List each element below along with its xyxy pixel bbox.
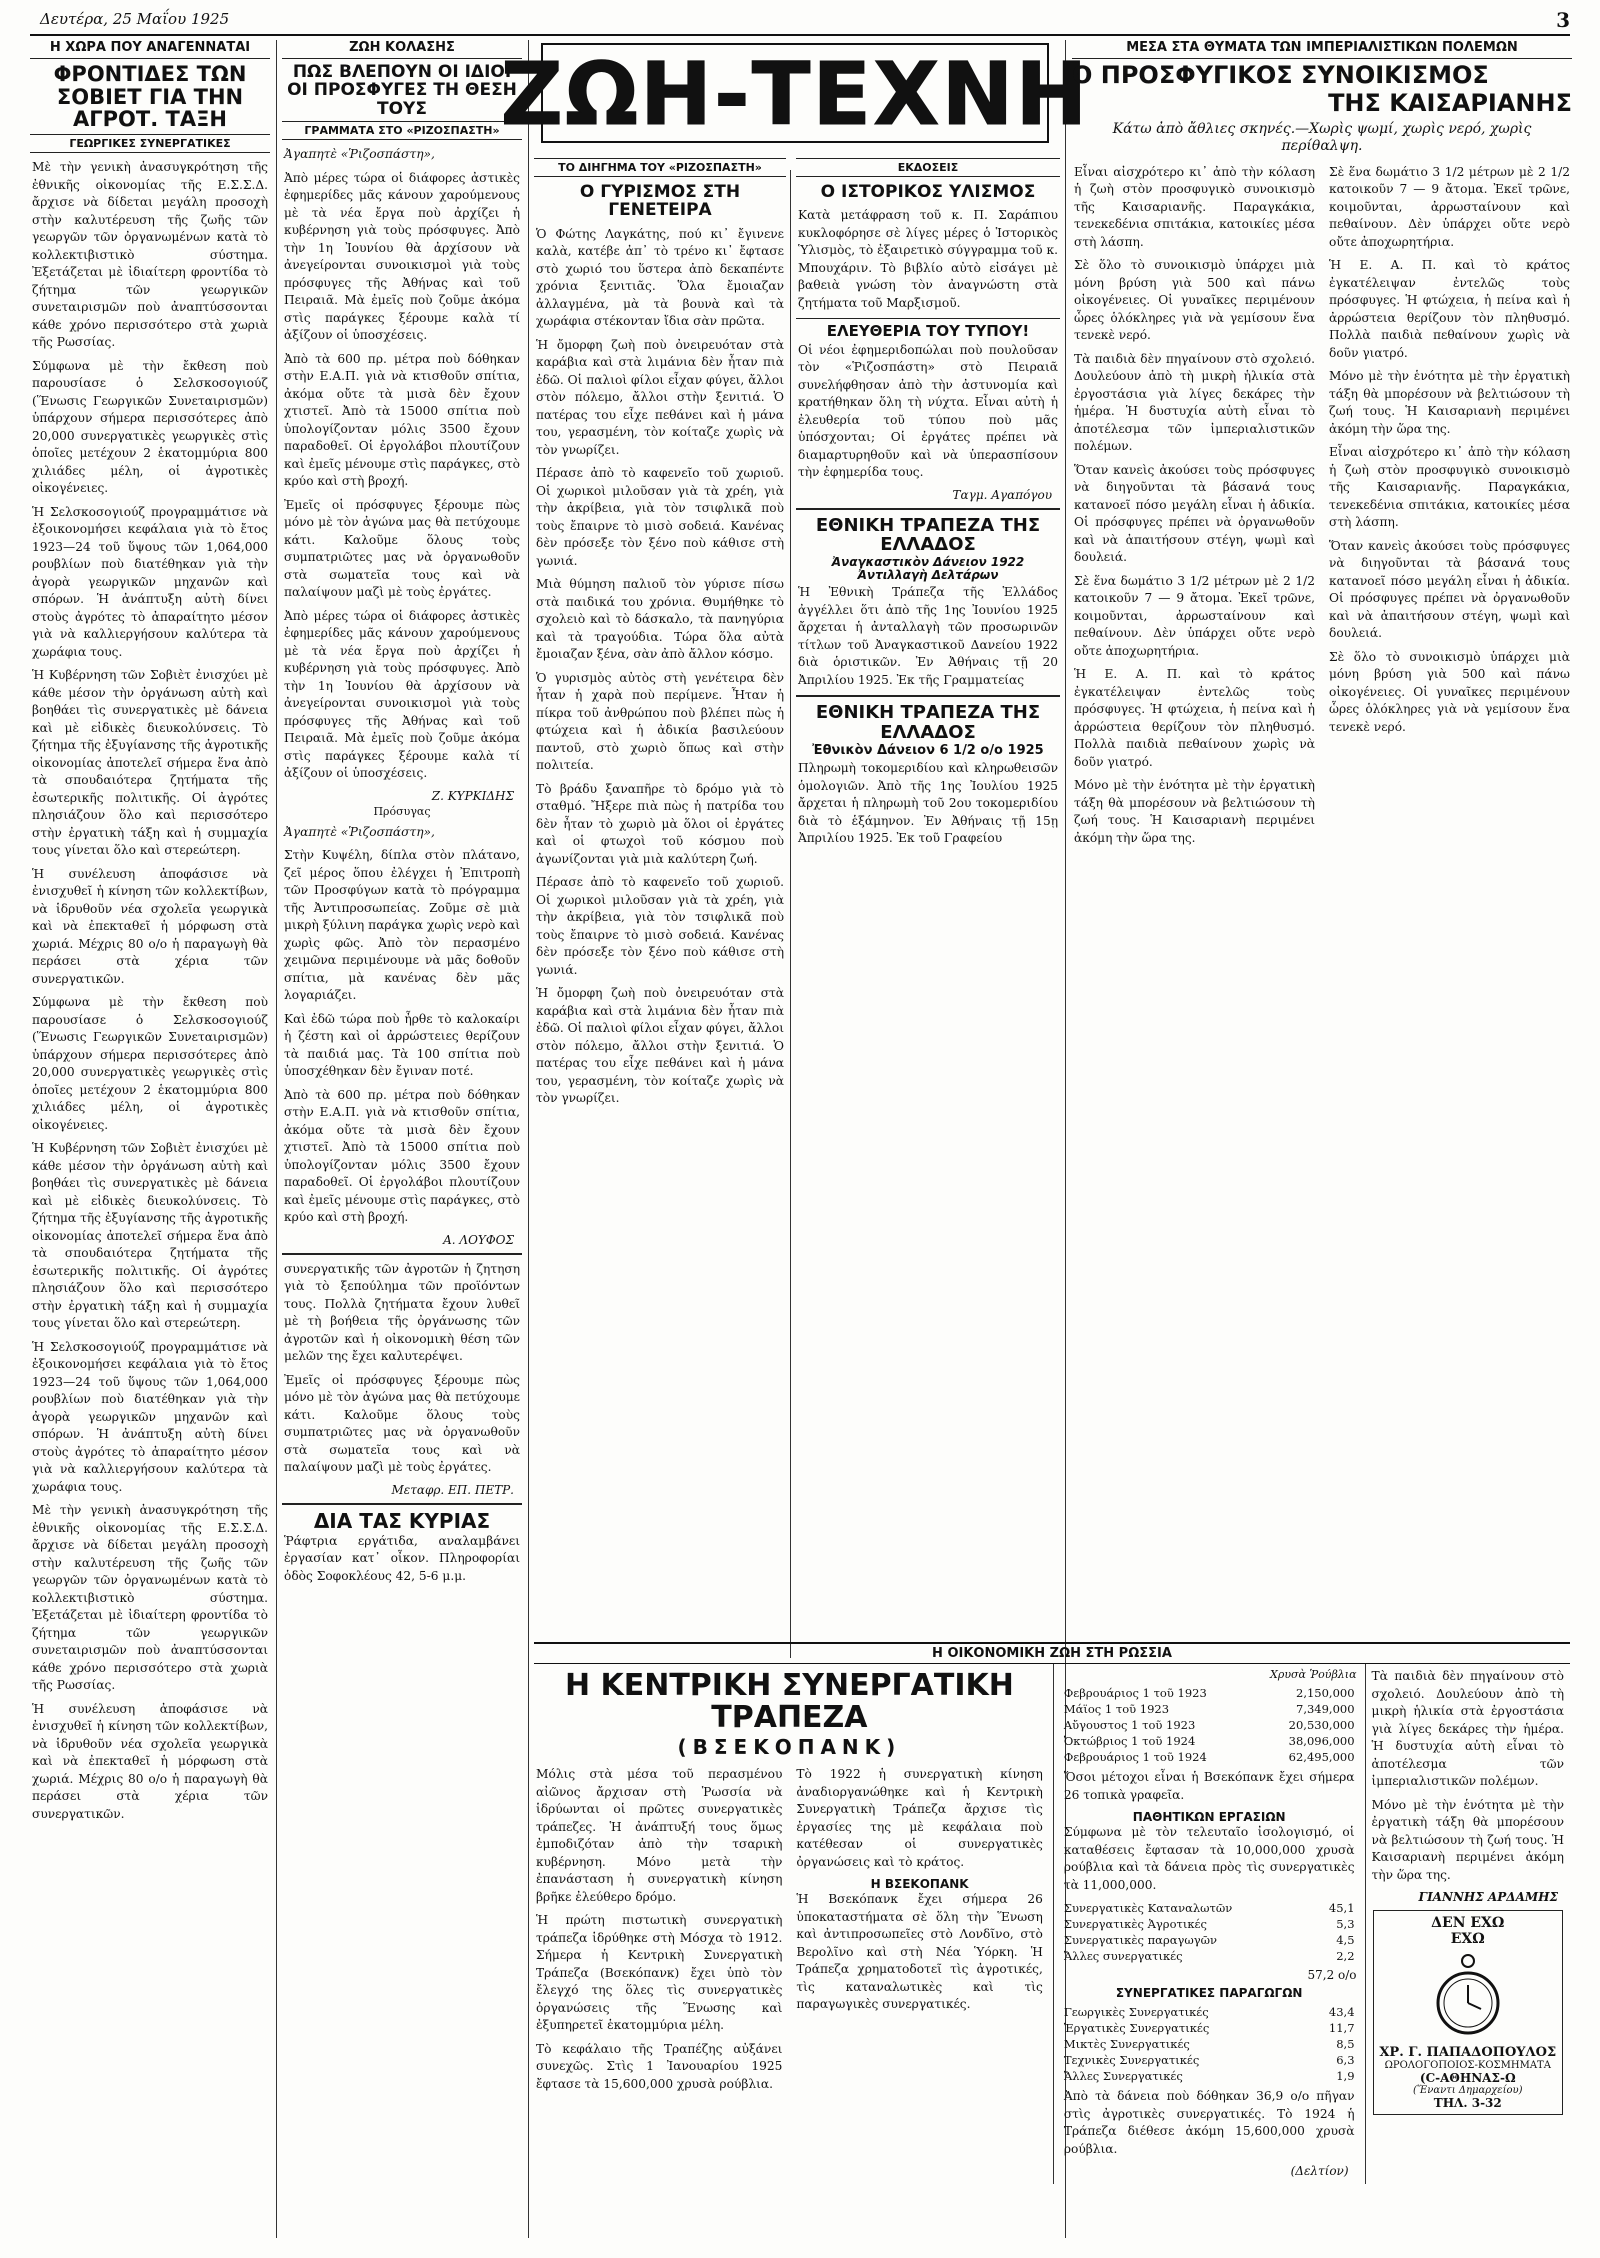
table-cell-value: 20,530,000 (1288, 1718, 1355, 1732)
article-paragraph: Τὸ κεφάλαιο τῆς Τραπέζης αὐξάνει συνεχῶς. Στὶς 1 Ἰανουαρίου 1925 ἔφτασε τὰ 15,600,000 χρυσὰ ρούβλια. (536, 2041, 783, 2091)
subheadline: ΓΕΩΡΓΙΚΕΣ ΣΥΝΕΡΓΑΤΙΚΕΣ (30, 134, 270, 153)
table-row (1062, 2004, 1357, 2020)
letter-paragraph: Ἀπὸ τὰ 600 πρ. μέτρα ποὺ δόθηκαν στὴν Ε.Α.Π. γιὰ νὰ κτισθοῦν σπίτια, ἀκόμα οὔτε τὰ μισὰ δὲν ἔχουν χτιστεῖ. Ἀπὸ τὰ 15000 σπίτια ποὺ ὑπολογίζονταν μόλις 3500 ἔχουν παραδοθεῖ. Οἱ ἐργολάβοι πλουτίζουν καὶ ἐμεῖς μένουμε στὶς παράγκες, στὸ κρύο καὶ στὴ βροχή. (284, 351, 520, 489)
table-row (1062, 1733, 1357, 1749)
kicker: ΖΩΗ ΚΟΛΑΣΗΣ (282, 38, 522, 59)
masthead-logo (500, 38, 1090, 148)
story-paragraph: Πέρασε ἀπὸ τὸ καφενεῖο τοῦ χωριοῦ. Οἱ χωρικοὶ μιλοῦσαν γιὰ τὰ χρέη, γιὰ τὴν ἀκρίβεια, γιὰ τὸν τσιφλικᾶ ποὺ τοὺς ἔπαιρνε τὸ μισὸ σοδειά. Κανένας δὲν πρόσεξε τὸν ξένο ποὺ κάθισε στὴ γωνιά. (536, 466, 784, 568)
article-paragraph: Σύμφωνα μὲ τὴν ἔκθεση ποὺ παρουσίασε ὁ Σελσκοσογιούζ (Ἕνωσις Γεωργικῶν Συνεταιρισμῶν) ὑπάρχουν σήμερα περισσότερες ἀπὸ 20,000 συνεργατικὲς γεωργικὲς στὶς ὁποῖες μετέχουν 2 ἑκατομμύρια 800 χιλιάδες μέλη, οἱ ἀγροτικὲς οἰκογένειες. (32, 358, 268, 496)
section-heading: Η ΒΣΕΚΟΠΑΝΚ (870, 1877, 969, 1892)
headline-kaisariani-2: ΤΗΣ ΚΑΙΣΑΡΙΑΝΗΣ (1328, 88, 1572, 117)
table-cell-label: Φεβρουάριος 1 τοῦ 1923 (1063, 1686, 1207, 1700)
table-row (1062, 1948, 1357, 1964)
ad-address: (Ἕναντι Δημαρχείου) (1413, 2085, 1523, 2096)
column-story (534, 158, 786, 1638)
page-number: 3 (1556, 8, 1570, 32)
ad-trade: ΩΡΟΛΟΓΟΠΟΙΟΣ-ΚΟΣΜΗΜΑΤΑ (1384, 2060, 1551, 2071)
table-cell-value: 2,150,000 (1296, 1686, 1355, 1700)
bank-notice-subtitle: Ἐθνικὸν Δάνειον 6 1/2 ο/ο 1925 (812, 743, 1044, 759)
article-paragraph: Σὲ ὅλο τὸ συνοικισμὸ ὑπάρχει μιὰ μόνη βρύση γιὰ 500 καὶ πάνω οἰκογένειες. Οἱ γυναῖκες περιμένουν ὧρες ὁλόκληρες γιὰ νὰ γεμίσουν ἕνα τενεκὲ νερό. (1329, 649, 1570, 734)
feature-label: ΕΚΔΟΣΕΙΣ (796, 158, 1060, 177)
table-row (1062, 1900, 1357, 1916)
table-cell-value: 7,349,000 (1296, 1702, 1355, 1716)
bank-layout (534, 1664, 1570, 2184)
table-cell-value: 45,1 (1328, 1901, 1355, 1915)
letter-paragraph: Ἀπὸ μέρες τώρα οἱ διάφορες ἀστικὲς ἐφημερίδες μᾶς κάνουν χαρούμενους μὲ τὰ νέα ἔργα ποὺ ἀρχίζει ἡ κυβέρνηση γιὰ τοὺς πρόσφυγες. Ἀπὸ τὴν 1η Ἰουνίου θὰ ἀρχίσουν νὰ ἀνεγείρονται συνοικισμοὶ γιὰ τοὺς πρόσφυγες τῆς Ἀθήνας καὶ τοῦ Πειραιᾶ. Μὰ ἐμεῖς ποὺ ζοῦμε ἀκόμα στὶς παράγκες ξέρουμε καλὰ τί ἀξίζουν οἱ ὑποσχέσεις. (284, 608, 520, 781)
headline-refugees: ΠΩΣ ΒΛΕΠΟΥΝ ΟΙ ΙΔΙΟΙ ΟΙ ΠΡΟΣΦΥΓΕΣ ΤΗ ΘΕΣΗ ΤΟΥΣ (287, 62, 517, 119)
ad-line: ΔΕΝ ΕΧΩ (1431, 1915, 1505, 1931)
kicker: Η ΟΙΚΟΝΟΜΙΚΗ ΖΩΗ ΣΤΗ ΡΩΣΣΙΑ (534, 1642, 1570, 1664)
table-row (1062, 2068, 1357, 2084)
article-paragraph: Μόνο μὲ τὴν ἑνότητα μὲ τὴν ἐργατικὴ τάξη θὰ μπορέσουν νὰ βελτιώσουν τὴ ζωή τους. Ἡ Καισαριανὴ περιμένει ἀκόμη τὴν ὥρα της. (1074, 778, 1315, 845)
article-paragraph: Ἐμεῖς οἱ πρόσφυγες ξέρουμε πὼς μόνο μὲ τὸν ἀγώνα μας θὰ πετύχουμε κάτι. Καλοῦμε ὅλους τοὺς συμπατριῶτες μας νὰ ὀργανωθοῦν στὰ σωματεῖα τους καὶ νὰ παλαίψουν μαζὶ μὲ τοὺς ἐργάτες. (284, 1372, 520, 1475)
article-paragraph: Εἶναι αἰσχρότερο κι᾽ ἀπὸ τὴν κόλαση ἡ ζωὴ στὸν προσφυγικὸ συνοικισμὸ τῆς Καισαριανῆς. Παραγκάκια, τενεκεδένια σπιτάκια, κατοικίες μέσα στὴ λάσπη. (1074, 164, 1315, 249)
press-freedom-text: Οἱ νέοι ἐφημεριδοπώλαι ποὺ πουλοῦσαν τὸν «Ῥιζοσπάστη» στὸ Πειραιᾶ συνελήφθησαν ἀπὸ τὴν ἀστυνομία καὶ κρατήθηκαν ὅλη τὴ νύχτα. Εἶναι αὐτὴ ἡ ἐλευθερία τοῦ τύπου ποὺ μᾶς ὑπόσχονται; Οἱ ἐργάτες πρέπει νὰ διαμαρτυρηθοῦν καὶ νὰ ὑπερασπίσουν τὴν ἐφημερίδα τους. (798, 342, 1058, 480)
body-left (1072, 164, 1317, 854)
capital-table (1062, 1685, 1357, 1765)
table-row (1062, 1685, 1357, 1701)
body-right (1327, 164, 1572, 854)
column-notices (796, 158, 1060, 1638)
article-paragraph: Σὲ ὅλο τὸ συνοικισμὸ ὑπάρχει μιὰ μόνη βρύση γιὰ 500 καὶ πάνω οἰκογένειες. Οἱ γυναῖκες περιμένουν ὧρες ὁλόκληρες γιὰ νὰ γεμίσουν ἕνα τενεκὲ νερό. (1074, 258, 1315, 343)
headline-kaisariani-1: Ο ΠΡΟΣΦΥΓΙΚΟΣ ΣΥΝΟΙΚΙΣΜΟΣ (1072, 61, 1489, 89)
subheadline: Κάτω ἀπὸ ἄθλιες σκηνές.—Χωρὶς ψωμί, χωρὶς νερό, χωρὶς περίθαλψη. (1112, 120, 1532, 155)
article-paragraph: Σύμφωνα μὲ τὸν τελευταῖο ἰσολογισμό, οἱ καταθέσεις ἔφτασαν τὰ 10,000,000 χρυσὰ ρούβλια καὶ τὰ δάνεια πρὸς τὶς συνεργατικὲς τὰ 11,000,000. (1063, 1825, 1355, 1892)
column-refugees (282, 38, 522, 2238)
bank-text-columns (534, 1766, 1045, 2099)
table-cell-value: 2,2 (1336, 1949, 1355, 1963)
subheadline: ΓΡΑΜΜΑΤΑ ΣΤΟ «ΡΙΖΟΣΠΑΣΤΗ» (282, 121, 522, 140)
signature: Α. ΛΟΥΦΟΣ (443, 1232, 514, 1247)
article-paragraph: Τὸ 1922 ἡ συνεργατικὴ κίνηση ἀναδιοργανώθηκε καὶ ἡ Κεντρικὴ Συνεργατικὴ Τράπεζα ἄρχισε τὶς ἐργασίες της μὲ κεφάλαια ποὺ κατέθεσαν οἱ συνεργατικὲς ὀργανώσεις καὶ τὸ κράτος. (796, 1767, 1043, 1869)
table-cell-value: 6,3 (1336, 2053, 1355, 2067)
bank-headline: Η ΚΕΝΤΡΙΚΗ ΣΥΝΕΡΓΑΤΙΚΗ ΤΡΑΠΕΖΑ (564, 1668, 1014, 1736)
signature: Ταγμ. Αγαπόγου (952, 487, 1052, 502)
article-paragraph: Τὰ παιδιὰ δὲν πηγαίνουν στὸ σχολειό. Δουλεύουν ἀπὸ τὴ μικρὴ ἡλικία στὰ ἐργοστάσια γιὰ λίγες δεκάρες τὴν ἡμέρα. Ἡ δυστυχία αὐτὴ εἶναι τὸ ἀποτέλεσμα τῶν ἰμπεριαλιστικῶν πολέμων. (1371, 1669, 1564, 1788)
column-agrarian (30, 38, 270, 2238)
two-column-body (1072, 164, 1572, 854)
masthead-title: ΖΩΗ-ΤΕΧΝΗ (500, 45, 1090, 145)
table-cell-value: 11,7 (1328, 2021, 1355, 2035)
column-rule (790, 170, 791, 1658)
bank-left (534, 1664, 1054, 2184)
salutation: Ἀγαπητὲ «Ῥιζοσπάστη», (284, 824, 435, 839)
story-paragraph: Τὸ βράδυ ξαναπῆρε τὸ δρόμο γιὰ τὸ σταθμό. Ἤξερε πιὰ πὼς ἡ πατρίδα του δὲν ἦταν τὸ χωριὸ μὰ ὅλοι οἱ ἐργάτες καὶ οἱ φτωχοὶ τοῦ κόσμου ποὺ ἀγωνίζονται γιὰ μιὰ καλύτερη ζωή. (536, 781, 784, 866)
table-cell-value: 1,9 (1336, 2069, 1355, 2083)
story-headline: Ο ΓΥΡΙΣΜΟΣ ΣΤΗ ΓΕΝΕΤΕΙΡΑ (579, 182, 741, 221)
divider (282, 1253, 522, 1255)
article-paragraph: συνεργατικῆς τῶν ἀγροτῶν ἡ ζητηση γιὰ τὸ ξεπούλημα τῶν προϊόντων τους. Πολλὰ ζητήματα ἔχουν λυθεῖ μὲ τὴ βοήθεια τῆς ὀργάνωσης τῶν ἀγροτῶν καὶ ἡ οἰκονομικὴ θέση τῶν μελῶν της ἔχει καλυτερέψει. (284, 1261, 520, 1364)
column-rule (276, 40, 277, 2238)
bank-notice-title: ΕΘΝΙΚΗ ΤΡΑΠΕΖΑ ΤΗΣ ΕΛΛΑΔΟΣ (815, 702, 1041, 743)
article-paragraph: Μόνο μὲ τὴν ἑνότητα μὲ τὴν ἐργατικὴ τάξη θὰ μπορέσουν νὰ βελτιώσουν τὴ ζωή τους. Ἡ Καισαριανὴ περιμένει ἀκόμη τὴν ὥρα της. (1371, 1797, 1564, 1882)
ad-phone: ΤΗΛ. 3-32 (1433, 2096, 1502, 2110)
article-paragraph: Ἡ Ε. Α. Π. καὶ τὸ κράτος ἐγκατέλειψαν ἐντελῶς τοὺς πρόσφυγες. Ἡ φτώχεια, ἡ πείνα καὶ ἡ ἀρρώστεια θερίζουν τὸν πληθυσμό. Πολλὰ παιδιὰ πεθαίνουν χωρὶς νὰ δοῦν γιατρό. (1329, 258, 1570, 360)
table-cell-label: Μάϊος 1 τοῦ 1923 (1063, 1702, 1170, 1716)
table-cell-value: 43,4 (1328, 2005, 1355, 2019)
table-row (1062, 2036, 1357, 2052)
kicker: ΜΕΣΑ ΣΤΑ ΘΥΜΑΤΑ ΤΩΝ ΙΜΠΕΡΙΑΛΙΣΤΙΚΩΝ ΠΟΛΕΜΩΝ (1072, 38, 1572, 59)
dateline: Δευτέρα, 25 Μαΐου 1925 (40, 10, 230, 28)
column-kaisariani (1072, 38, 1572, 1638)
bank-tables (1054, 1664, 1365, 2184)
table-row (1062, 1701, 1357, 1717)
table-cell-label: Ὀκτώβριος 1 τοῦ 1924 (1063, 1734, 1196, 1748)
ad-line: ΕΧΩ (1450, 1931, 1485, 1947)
table-cell-label: Ἐργατικὲς Συνεργατικές (1063, 2021, 1210, 2035)
table-cell-value: 4,5 (1336, 1933, 1355, 1947)
story-paragraph: Ἡ ὄμορφη ζωὴ ποὺ ὀνειρευόταν στὰ καράβια καὶ στὰ λιμάνια δὲν ἦταν πιὰ ἐδῶ. Οἱ παλιοὶ φίλοι εἶχαν φύγει, ἄλλοι στὸν πόλεμο, ἄλλοι στὴν ξενιτιά. Ὁ πατέρας του εἶχε πεθάνει καὶ ἡ μάνα του, γερασμένη, τὸν κοίταζε χωρὶς νὰ τὸν γνωρίζει. (536, 337, 784, 457)
article-paragraph: Ἡ Σελσκοσογιούζ προγραμμάτισε νὰ ἐξοικονομήσει κεφάλαια γιὰ τὸ ἔτος 1923—24 τοῦ ὕψους τῶν 1,064,000 ρουβλίων ποὺ διατέθηκαν γιὰ τὴν ἀγορὰ γεωργικῶν μηχανῶν καὶ σπόρων. Ἡ ἀνάπτυξη αὐτὴ δίνει στοὺς ἀγρότες τὸ ἀπαραίτητο μέσον γιὰ νὰ καλλιεργήσουν καλύτερα τὰ χωράφια τους. (32, 1339, 268, 1494)
ladies-notice (282, 1503, 522, 1586)
ad-city: (C-ΑΘΗΝΑΣ-Ω (1419, 2071, 1516, 2085)
article-paragraph: Ἡ Σελσκοσογιούζ προγραμμάτισε νὰ ἐξοικονομήσει κεφάλαια γιὰ τὸ ἔτος 1923—24 τοῦ ὕψους τῶν 1,064,000 ρουβλίων ποὺ διατέθηκαν γιὰ τὴν ἀγορὰ γεωργικῶν μηχανῶν καὶ σπόρων. Ἡ ἀνάπτυξη αὐτὴ δίνει στοὺς ἀγρότες τὸ ἀπαραίτητο μέσον γιὰ νὰ καλλιεργήσουν καλύτερα τὰ χωράφια τους. (32, 504, 268, 659)
letter-paragraph: Καὶ ἐδῶ τώρα ποὺ ἦρθε τὸ καλοκαίρι ἡ ζέστη καὶ οἱ ἀρρώστειες θερίζουν τὰ παιδιά μας. Τὰ 100 σπίτια ποὺ ὑποσχέθηκαν δὲν ἔγιναν ποτέ. (284, 1011, 520, 1079)
article-paragraph: Ὅταν κανεὶς ἀκούσει τοὺς πρόσφυγες νὰ διηγοῦνται τὰ βάσανά τους κατανοεῖ πόσο μεγάλη εἶναι ἡ ἀδικία. Οἱ πρόσφυγες πρέπει νὰ ὀργανωθοῦν καὶ νὰ ἀπαιτήσουν στέγη, ψωμὶ καὶ δουλειά. (1329, 538, 1570, 641)
letter-paragraph: Στὴν Κυψέλη, δίπλα στὸν πλάτανο, ζεῖ μέρος ὅπου ἐλέγχει ἡ Ἐπιτροπὴ τῶν Προσφύγων κατὰ τὸ πρόγραμμα τῆς Ἀντιπροσωπείας. Ζοῦμε σὲ μιὰ μικρὴ ξύλινη παράγκα χωρὶς νερὸ καὶ χωρὶς φῶς. Ἀπὸ τὸν περασμένο χειμῶνα περιμένουμε νὰ μᾶς δοθοῦν σπίτια, μὰ κανένας δὲν μᾶς λογαριάζει. (284, 848, 520, 1003)
letter-paragraph: Ἐμεῖς οἱ πρόσφυγες ξέρουμε πὼς μόνο μὲ τὸν ἀγώνα μας θὰ πετύχουμε κάτι. Καλοῦμε ὅλους τοὺς συμπατριῶτες μας νὰ ὀργανωθοῦν στὰ σωματεῖα τους καὶ νὰ παλαίψουν μαζὶ μὲ τοὺς ἐργάτες. (284, 497, 520, 600)
table-row (1062, 1717, 1357, 1733)
section-cooperative-bank (534, 1642, 1570, 2238)
bank-text-col (534, 1766, 784, 2099)
table-cell-label: Συνεργατικὲς παραγωγῶν (1063, 1933, 1217, 1947)
letter-paragraph: Ἀπὸ τὰ 600 πρ. μέτρα ποὺ δόθηκαν στὴν Ε.Α.Π. γιὰ νὰ κτισθοῦν σπίτια, ἀκόμα οὔτε τὰ μισὰ δὲν ἔχουν χτιστεῖ. Ἀπὸ τὰ 15000 σπίτια ποὺ ὑπολογίζονταν μόλις 3500 ἔχουν παραδοθεῖ. Οἱ ἐργολάβοι πλουτίζουν καὶ ἐμεῖς μένουμε στὶς παράγκες, στὸ κρύο καὶ στὴ βροχή. (284, 1087, 520, 1225)
table-cell-label: Αὔγουστος 1 τοῦ 1923 (1063, 1718, 1196, 1732)
table-cell-label: Συνεργατικὲς Καταναλωτῶν (1063, 1901, 1233, 1915)
section-heading: ΠΑΘΗΤΙΚΩΝ ΕΡΓΑΣΙΩΝ (1132, 1810, 1286, 1824)
article-paragraph: Ἡ Κυβέρνηση τῶν Σοβιὲτ ἐνισχύει μὲ κάθε μέσον τὴν ὀργάνωση αὐτὴ καὶ βοηθάει τὶς συνεργατικὲς μὲ δάνεια καὶ μὲ εἰδικὲς διευκολύνσεις. Τὸ ζήτημα τῆς ἐξυγίανσης τῆς ἀγροτικῆς οἰκονομίας ἀποτελεῖ σήμερα ἕνα ἀπὸ τὰ σπουδαιότερα ζητήματα τῆς ἐσωτερικῆς πολιτικῆς. Οἱ ἀγρότες πλησιάζουν ὅλο καὶ περισσότερο στὴν ἐργατικὴ τάξη καὶ ἡ συμμαχία τους γίνεται ὅλο καὶ στερεώτερη. (32, 668, 268, 858)
ladies-text: Ῥάφτρια εργάτιδα, αναλαμβάνει ἐργασίαν κατ᾽ οἶκον. Πληροφορίαι ὁδὸς Σοφοκλέους 42, 5-6 μ.μ. (284, 1533, 520, 1583)
table-cell-value: 5,3 (1336, 1917, 1355, 1931)
article-paragraph: Μόνο μὲ τὴν ἑνότητα μὲ τὴν ἐργατικὴ τάξη θὰ μπορέσουν νὰ βελτιώσουν τὴ ζωή τους. Ἡ Καισαριανὴ περιμένει ἀκόμη τὴν ὥρα της. (1329, 369, 1570, 436)
kicker: Η ΧΩΡΑ ΠΟΥ ΑΝΑΓΕΝΝΑΤΑΙ (30, 38, 270, 59)
article-paragraph: Σὲ ἕνα δωμάτιο 3 1/2 μέτρων μὲ 2 1/2 κατοικοῦν 7 — 9 ἄτομα. Ἐκεῖ τρῶνε, κοιμοῦνται, ἀρρωσταίνουν καὶ πεθαίνουν. Δὲν ὑπάρχει οὔτε νερὸ οὔτε ἀποχωρητήρια. (1329, 164, 1570, 249)
salutation: Ἀγαπητὲ «Ῥιζοσπάστη», (284, 147, 435, 162)
table-cell-label: Μικτὲς Συνεργατικές (1063, 2037, 1190, 2051)
article-paragraph: Σύμφωνα μὲ τὴν ἔκθεση ποὺ παρουσίασε ὁ Σελσκοσογιούζ (Ἕνωσις Γεωργικῶν Συνεταιρισμῶν) ὑπάρχουν σήμερα περισσότερες ἀπὸ 20,000 συνεργατικὲς γεωργικὲς στὶς ὁποῖες μετέχουν 2 ἑκατομμύρια 800 χιλιάδες μέλη, οἱ ἀγροτικὲς οἰκογένειες. (32, 995, 268, 1132)
article-paragraph: Μόλις στὰ μέσα τοῦ περασμένου αἰῶνος ἄρχισαν στὴ Ῥωσσία νὰ ἱδρύωνται οἱ πρῶτες συνεργατικὲς τράπεζες. Ἡ ἀνάπτυξή τους ὅμως ἐμποδιζόταν ἀπὸ τὴν τσαρικὴ κυβέρνηση. Μόνο μετὰ τὴν ἐπανάσταση ἡ συνεργατικὴ κίνηση βρῆκε ἐλεύθερο δρόμο. (536, 1767, 783, 1904)
article-paragraph: Ὅταν κανεὶς ἀκούσει τοὺς πρόσφυγες νὰ διηγοῦνται τὰ βάσανά τους κατανοεῖ πόσο μεγάλη εἶναι ἡ ἀδικία. Οἱ πρόσφυγες πρέπει νὰ ὀργανωθοῦν καὶ νὰ ἀπαιτήσουν στέγη, ψωμὶ καὶ δουλειά. (1074, 462, 1315, 565)
table-row (1062, 1916, 1357, 1932)
signature-note: Πρόσυγας (373, 804, 431, 818)
article-paragraph: Μὲ τὴν γενικὴ ἀνασυγκρότηση τῆς ἐθνικῆς οἰκονομίας τῆς Ε.Σ.Σ.Δ. ἄρχισε νὰ δίδεται μεγάλη προσοχὴ στὴν καλυτέρευση τῆς ζωῆς τῶν γεωργῶν τῶν ὀργανωμένων κατὰ τὸ κολλεκτιβιστικὸ σύστημα. Ἐξετάζεται μὲ ἰδιαίτερη φροντίδα τὸ ζήτημα τῶν γεωργικῶν συνεταιρισμῶν ποὺ ἀναπτύσσονται κάθε χρόνο περισσότερο στὰ χωριὰ τῆς Ρωσσίας. (32, 1503, 268, 1693)
article-paragraph: Ἡ συνέλευση ἀποφάσισε νὰ ἐνισχυθεῖ ἡ κίνηση τῶν κολλεκτίβων, νὰ ἱδρυθοῦν νέα σχολεῖα γεωργικὰ καὶ νὰ ἐπεκταθεῖ ἡ μόρφωση στὰ χωριά. Μέχρις 80 ο/ο ἡ παραγωγὴ θὰ περάσει στὰ χέρια τῶν συνεργατικῶν. (32, 866, 268, 986)
share-table (1062, 1900, 1357, 1964)
bank-subheadline: (ΒΣΕΚΟΠΑΝΚ) (677, 1734, 902, 1759)
table-cell-value: 38,096,000 (1288, 1734, 1355, 1748)
pocket-watch-icon (1433, 1951, 1503, 2041)
table-row (1062, 1932, 1357, 1948)
bank-notice-title: ΕΘΝΙΚΗ ΤΡΑΠΕΖΑ ΤΗΣ ΕΛΛΑΔΟΣ (815, 514, 1041, 555)
article-paragraph: Ἡ Ε. Α. Π. καὶ τὸ κράτος ἐγκατέλειψαν ἐντελῶς τοὺς πρόσφυγες. Ἡ φτώχεια, ἡ πείνα καὶ ἡ ἀρρώστεια θερίζουν τὸν πληθυσμό. Πολλὰ παιδιὰ πεθαίνουν χωρὶς νὰ δοῦν γιατρό. (1074, 667, 1315, 769)
bank-notice-2 (796, 695, 1060, 847)
table-cell-value: 8,5 (1336, 2037, 1355, 2051)
feature-label: ΤΟ ΔΙΗΓΗΜΑ ΤΟΥ «ΡΙΖΟΣΠΑΣΤΗ» (534, 158, 786, 177)
watchmaker-ad (1373, 1910, 1563, 2115)
column-rule (528, 40, 529, 2238)
section-heading: ΣΥΝΕΡΓΑΤΙΚΕΣ ΠΑΡΑΓΩΓΩΝ (1115, 1986, 1303, 2000)
signature: Ζ. ΚΥΡΚΙΔΗΣ (431, 788, 514, 803)
production-table (1062, 2004, 1357, 2084)
story-paragraph: Μιὰ θύμηση παλιοῦ τὸν γύρισε πίσω στὰ παιδικά του χρόνια. Θυμήθηκε τὸ σχολειὸ καὶ τὸ δάσκαλο, τὰ πανηγύρια καὶ τὰ τραγούδια. Τώρα ὅλα αὐτὰ ἔμοιαζαν ξένα, σὰν ἀπὸ ἄλλον κόσμο. (536, 577, 784, 662)
ladies-heading: ΔΙΑ ΤΑΣ ΚΥΡΙΑΣ (313, 1508, 491, 1533)
article-paragraph: Ἡ πρώτη πιστωτικὴ συνεργατικὴ τράπεζα ἱδρύθηκε στὴ Μόσχα τὸ 1912. Σήμερα ἡ Κεντρικὴ Συνεργατικὴ Τράπεζα (Βσεκόπανκ) ἔχει ὑπὸ τὸν ἔλεγχό της ὅλες τὶς συνεργατικὲς ὀργανώσεις τῆς Ἕνωσης καὶ ἐξυπηρετεῖ ἑκατομμύρια μέλη. (536, 1913, 783, 2033)
share-total: 57,2 ο/ο (1307, 1968, 1357, 1982)
table-cell-value: 62,495,000 (1288, 1750, 1355, 1764)
bank-notice-subtitle: Ἀναγκαστικὸν Δάνειον 1922 Ἀντιλλαγὴ Δελτάρων (831, 555, 1025, 583)
story-paragraph: Ἡ ὄμορφη ζωὴ ποὺ ὀνειρευόταν στὰ καράβια καὶ στὰ λιμάνια δὲν ἦταν πιὰ ἐδῶ. Οἱ παλιοὶ φίλοι εἶχαν φύγει, ἄλλοι στὸν πόλεμο, ἄλλοι στὴν ξενιτιά. Ὁ πατέρας του εἶχε πεθάνει καὶ ἡ μάνα του, γερασμένη, τὸν κοίταζε χωρὶς νὰ τὸν γνωρίζει. (536, 986, 784, 1106)
article-paragraph: Ἡ Κυβέρνηση τῶν Σοβιὲτ ἐνισχύει μὲ κάθε μέσον τὴν ὀργάνωση αὐτὴ καὶ βοηθάει τὶς συνεργατικὲς μὲ δάνεια καὶ μὲ εἰδικὲς διευκολύνσεις. Τὸ ζήτημα τῆς ἐξυγίανσης τῆς ἀγροτικῆς οἰκονομίας ἀποτελεῖ σήμερα ἕνα ἀπὸ τὰ σπουδαιότερα ζητήματα τῆς ἐσωτερικῆς πολιτικῆς. Οἱ ἀγρότες πλησιάζουν ὅλο καὶ περισσότερο στὴν ἐργατικὴ τάξη καὶ ἡ συμμαχία τους γίνεται ὅλο καὶ στερεώτερη. (32, 1141, 268, 1331)
table-header: Χρυσὰ Ῥούβλια (1270, 1668, 1357, 1681)
note: Ὅσοι μέτοχοι εἶναι ἡ Βσεκόπανκ ἔχει σήμερα 26 τοπικὰ γραφεῖα. (1063, 1770, 1355, 1802)
table-cell-label: Τεχνικὲς Συνεργατικές (1063, 2053, 1200, 2067)
table-cell-label: Ἄλλες συνεργατικές (1063, 1949, 1183, 1963)
masthead (500, 38, 1090, 156)
ad-name: ΧΡ. Γ. ΠΑΠΑΔΟΠΟΥΛΟΣ (1379, 2045, 1557, 2060)
story-paragraph: Ὁ Φώτης Λαγκάτης, πού κι᾽ ἔγινενε καλὰ, κατέβε ἀπ᾽ τὸ τρένο κι᾽ ἔφτασε στὸ χωριό του ὕστερα ἀπὸ δεκαπέντε χρόνια ξενιτιᾶς. Ὅλα ἔμοιαζαν ἀλλαγμένα, μὰ τὰ βουνὰ καὶ τὰ χωράφια στέκονταν ἴδια σὰν πρῶτα. (536, 226, 784, 329)
story-paragraph: Ὁ γυρισμὸς αὐτὸς στὴ γενέτειρα δὲν ἦταν ἡ χαρὰ ποὺ περίμενε. Ἦταν ἡ πίκρα τοῦ ἀνθρώπου ποὺ βλέπει πὼς ἡ φτώχεια καὶ ἡ ἀδικία βασιλεύουν παντοῦ, στὸ χωριὸ ὅπως καὶ στὴν πολιτεία. (536, 670, 784, 773)
article-paragraph: Σὲ ἕνα δωμάτιο 3 1/2 μέτρων μὲ 2 1/2 κατοικοῦν 7 — 9 ἄτομα. Ἐκεῖ τρῶνε, κοιμοῦνται, ἀρρωσταίνουν καὶ πεθαίνουν. Δὲν ὑπάρχει οὔτε νερὸ οὔτε ἀποχωρητήρια. (1074, 573, 1315, 658)
article-paragraph: Ἀπὸ τὰ δάνεια ποὺ δόθηκαν 36,9 ο/ο πῆγαν στὶς ἀγροτικὲς συνεργατικές. Τὸ 1924 ἡ Τράπεζα διέθεσε ἀκόμη 15,600,000 χρυσὰ ρούβλια. (1063, 2089, 1355, 2156)
table-row (1062, 1749, 1357, 1765)
books-headline: Ο ΙΣΤΟΡΙΚΟΣ ΥΛΙΣΜΟΣ (820, 182, 1036, 202)
bank-notice-text: Ἡ Ἐθνικὴ Τράπεζα τῆς Ἑλλάδος ἀγγέλλει ὅτι ἀπὸ τῆς 1ης Ἰουνίου 1925 ἄρχεται ἡ ἀνταλλαγὴ τῶν προσωρινῶν τίτλων τοῦ Ἀναγκαστικοῦ Δανείου 1922 διὰ ὁριστικῶν. Ἐν Ἀθήναις τῇ 20 Ἀπριλίου 1925. Ἐκ τῆς Γραμματείας (798, 585, 1058, 687)
story-paragraph: Πέρασε ἀπὸ τὸ καφενεῖο τοῦ χωριοῦ. Οἱ χωρικοὶ μιλοῦσαν γιὰ τὰ χρέη, γιὰ τὴν ἀκρίβεια, γιὰ τὸν τσιφλικᾶ ποὺ τοὺς ἔπαιρνε τὸ μισὸ σοδειά. Κανένας δὲν πρόσεξε τὸν ξένο ποὺ κάθισε στὴ γωνιά. (536, 875, 784, 977)
table-cell-label: Συνεργατικὲς Ἀγροτικές (1063, 1917, 1207, 1931)
press-freedom-headline: ΕΛΕΥΘΕΡΙΑ ΤΟΥ ΤΥΠΟΥ! (796, 318, 1060, 339)
bank-notice-text: Πληρωμὴ τοκομεριδίου καὶ κληρωθεισῶν ὁμολογιῶν. Ἀπὸ τῆς 1ης Ἰουλίου 1925 ἄρχεται ἡ πληρωμὴ τοῦ 2ου τοκομεριδίου διὰ τὸ ἑξάμηνον. Ἐν Ἀθήναις τῇ 15ῃ Ἀπριλίου 1925. Ἐκ τοῦ Γραφείου (798, 761, 1058, 846)
signature: (Δελτίον) (1290, 2164, 1349, 2178)
signature: ΓΙΑΝΝΗΣ ΑΡΔΑΜΗΣ (1418, 1890, 1558, 1904)
right-bottom (1365, 1664, 1570, 2184)
top-rule (30, 34, 1570, 36)
table-cell-label: Ἄλλες Συνεργατικές (1063, 2069, 1183, 2083)
article-paragraph: Εἶναι αἰσχρότερο κι᾽ ἀπὸ τὴν κόλαση ἡ ζωὴ στὸν προσφυγικὸ συνοικισμὸ τῆς Καισαριανῆς. Παραγκάκια, τενεκεδένια σπιτάκια, κατοικίες μέσα στὴ λάσπη. (1329, 445, 1570, 530)
article-paragraph: Μὲ τὴν γενικὴ ἀνασυγκρότηση τῆς ἐθνικῆς οἰκονομίας τῆς Ε.Σ.Σ.Δ. ἄρχισε νὰ δίδεται μεγάλη προσοχὴ στὴν καλυτέρευση τῆς ζωῆς τῶν γεωργῶν τῶν ὀργανωμένων κατὰ τὸ κολλεκτιβιστικὸ σύστημα. Ἐξετάζεται μὲ ἰδιαίτερη φροντίδα τὸ ζήτημα τῶν γεωργικῶν συνεταιρισμῶν ποὺ ἀναπτύσσονται κάθε χρόνο περισσότερο στὰ χωριὰ τῆς Ρωσσίας. (32, 160, 268, 350)
books-text: Κατὰ μετάφραση τοῦ κ. Π. Σαράπιου κυκλοφόρησε σὲ λίγες μέρες ὁ Ἱστορικὸς Ὑλισμὸς, τὸ ἐξαιρετικὸ σύγγραμμα τοῦ κ. Μπουχάριν. Τὸ βιβλίο αὐτὸ εἰσάγει μὲ βαθειὰ γνώση τὸν ἀναγνώστη στὰ ζητήματα τοῦ Μαρξισμοῦ. (798, 208, 1058, 310)
table-cell-label: Φεβρουάριος 1 τοῦ 1924 (1063, 1750, 1207, 1764)
bank-notice-1 (796, 508, 1060, 690)
table-cell-label: Γεωργικὲς Συνεργατικές (1063, 2005, 1209, 2019)
article-paragraph: Τὰ παιδιὰ δὲν πηγαίνουν στὸ σχολειό. Δουλεύουν ἀπὸ τὴ μικρὴ ἡλικία στὰ ἐργοστάσια γιὰ λίγες δεκάρες τὴν ἡμέρα. Ἡ δυστυχία αὐτὴ εἶναι τὸ ἀποτέλεσμα τῶν ἰμπεριαλιστικῶν πολέμων. (1074, 351, 1315, 454)
headline-soviet-agrarian: ΦΡΟΝΤΙΔΕΣ ΤΩΝ ΣΟΒΙΕΤ ΓΙΑ ΤΗΝ ΑΓΡΟΤ. ΤΑΞΗ (53, 62, 247, 132)
table-row (1062, 2020, 1357, 2036)
bank-text-col (794, 1766, 1044, 2099)
article-paragraph: Ἡ συνέλευση ἀποφάσισε νὰ ἐνισχυθεῖ ἡ κίνηση τῶν κολλεκτίβων, νὰ ἱδρυθοῦν νέα σχολεῖα γεωργικὰ καὶ νὰ ἐπεκταθεῖ ἡ μόρφωση στὰ χωριά. Μέχρις 80 ο/ο ἡ παραγωγὴ θὰ περάσει στὰ χέρια τῶν συνεργατικῶν. (32, 1701, 268, 1821)
translator: Μεταφρ. ΕΠ. ΠΕΤΡ. (391, 1482, 514, 1497)
article-paragraph: Ἡ Βσεκόπανκ ἔχει σήμερα 26 ὑποκαταστήματα σὲ ὅλη τὴν Ἕνωση καὶ ἀντιπροσωπεῖες στὸ Λονδῖνο, στὸ Βερολῖνο καὶ στὴ Νέα Ὑόρκη. Ἡ Τράπεζα χρηματοδοτεῖ τὶς ἀγροτικές, τὶς καταναλωτικὲς καὶ τὶς παραγωγικὲς συνεργατικές. (796, 1892, 1043, 2012)
table-row (1062, 2052, 1357, 2068)
letter-paragraph: Ἀπὸ μέρες τώρα οἱ διάφορες ἀστικὲς ἐφημερίδες μᾶς κάνουν χαρούμενους μὲ τὰ νέα ἔργα ποὺ ἀρχίζει ἡ κυβέρνηση γιὰ τοὺς πρόσφυγες. Ἀπὸ τὴν 1η Ἰουνίου θὰ ἀρχίσουν νὰ ἀνεγείρονται συνοικισμοὶ γιὰ τοὺς πρόσφυγες τῆς Ἀθήνας καὶ τοῦ Πειραιᾶ. Μὰ ἐμεῖς ποὺ ζοῦμε ἀκόμα στὶς παράγκες ξέρουμε καλὰ τί ἀξίζουν οἱ ὑποσχέσεις. (284, 170, 520, 343)
